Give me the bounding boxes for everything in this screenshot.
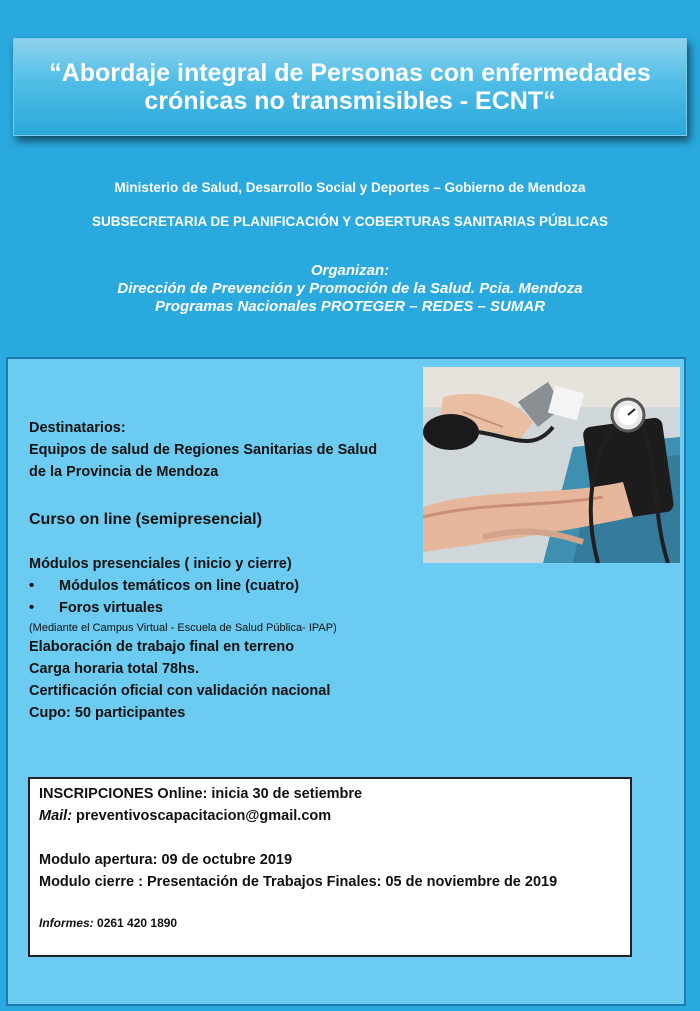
informes-line [39, 916, 177, 930]
blood-pressure-photo [423, 367, 680, 563]
destinatarios-label: Destinatarios: [29, 420, 126, 436]
bullet-symbol: • [29, 600, 35, 616]
cupo-text: Cupo: 50 participantes [29, 705, 186, 721]
elaboracion-text: Elaboración de trabajo final en terreno [29, 639, 295, 655]
bullet-text: Módulos temáticos on line (cuatro) [59, 578, 300, 594]
destinatarios-line-2: de la Provincia de Mendoza [29, 464, 219, 480]
bullet-text: Foros virtuales [59, 600, 163, 616]
organizers-label: Organizan: [310, 262, 390, 279]
modulos-presenciales: Módulos presenciales ( inicio y cierre) [29, 556, 292, 572]
campus-note: (Mediante el Campus Virtual - Escuela de Salud Pública- IPAP) [29, 622, 337, 634]
title-line-2: crónicas no transmisibles - ECNT“ [144, 87, 556, 115]
organizer-line-2: Programas Nacionales PROTEGER – REDES – SUMAR [154, 298, 546, 315]
inscripciones-text: INSCRIPCIONES Online: inicia 30 de setiembre [39, 786, 363, 802]
apertura-text: Modulo apertura: 09 de octubre 2019 [39, 852, 293, 868]
title-line-1: “Abordaje integral de Personas con enfermedades [49, 59, 651, 87]
course-mode: Curso on line (semipresencial) [29, 511, 262, 528]
carga-horaria-text: Carga horaria total 78hs. [29, 661, 200, 677]
destinatarios-line-1: Equipos de salud de Regiones Sanitarias de Salud [29, 442, 378, 458]
subsecretaria-text: SUBSECRETARIA DE PLANIFICACIÓN Y COBERTURAS SANITARIAS PÚBLICAS [91, 214, 609, 229]
blood-pressure-illustration [423, 367, 680, 563]
informes-label: Informes: [39, 916, 94, 930]
registration-info-box [28, 777, 632, 957]
title-banner [13, 38, 687, 136]
certificacion-text: Certificación oficial con validación nacional [29, 683, 331, 699]
organizer-line-1: Dirección de Prevención y Promoción de la Salud. Pcia. Mendoza [117, 280, 583, 297]
bullet-item [29, 578, 299, 594]
bullet-symbol: • [29, 578, 35, 594]
mail-link[interactable]: preventivoscapacitacion@gmail.com [72, 808, 332, 824]
informes-phone: 0261 420 1890 [93, 916, 178, 930]
mail-line [39, 808, 331, 824]
cierre-text: Modulo cierre : Presentación de Trabajos Finales: 05 de noviembre de 2019 [39, 874, 558, 890]
ministry-text: Ministerio de Salud, Desarrollo Social y Deportes – Gobierno de Mendoza [114, 180, 586, 195]
bullet-item [29, 600, 163, 616]
organizers-block [0, 262, 700, 316]
mail-label: Mail: [39, 808, 73, 824]
